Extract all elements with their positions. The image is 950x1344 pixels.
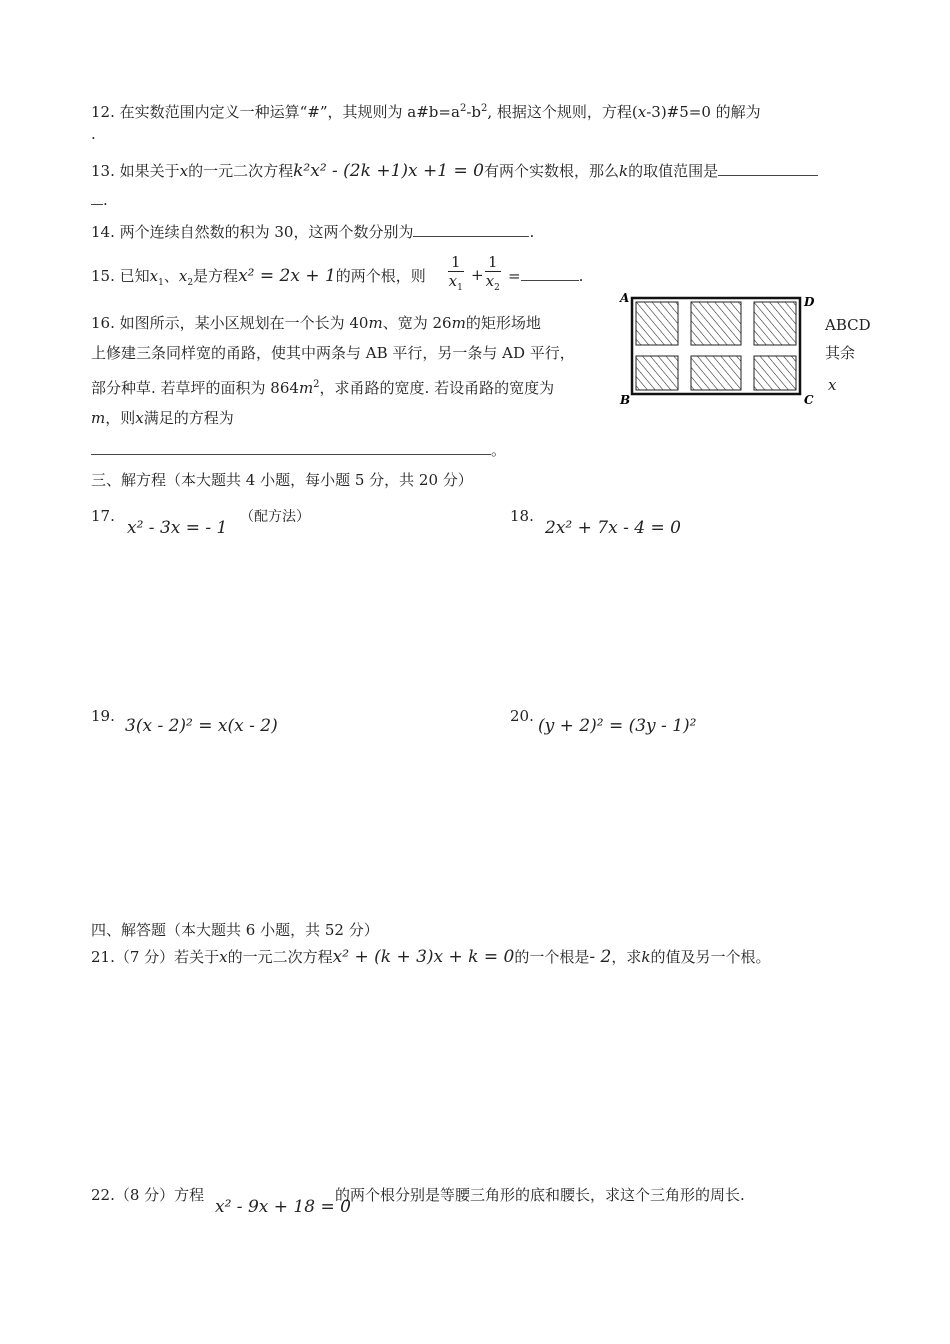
question-13: 13. 如果关于x的一元二次方程k²x² - (2k +1)x +1 = 0有两个实数根，那么k的取值范围是 xyxy=(91,161,818,181)
corner-label-d: D xyxy=(804,295,815,309)
lawn-plot xyxy=(636,302,678,345)
answer-blank-16[interactable] xyxy=(91,454,491,455)
equation-22: x² - 9x + 18 = 0 xyxy=(215,1197,351,1217)
question-16-line-2: 上修建三条同样宽的甬路，使其中两条与 AB 平行，另一条与 AD 平行， xyxy=(91,344,575,362)
lawn-plot xyxy=(754,302,796,345)
question-16-line-1: 16. 如图所示，某小区规划在一个长为 40m、宽为 26m的矩形场地 xyxy=(91,314,541,332)
question-12: 12. 在实数范围内定义一种运算“#”，其规则为 $a\#b=a^2-b^2$, 根据这个规则，方程(x-3)#5=0 的解为 xyxy=(91,103,761,121)
question-16-line-3: 部分种草. 若草坪的面积为 $864m^2$，求甬路的宽度. 若设甬路的宽度为 xyxy=(91,379,555,397)
question-15: 15. 已知$x_1$、$x_2$是方程x² = 2x + 1的两个根，则 xyxy=(91,266,426,288)
answer-blank-14[interactable] xyxy=(413,236,529,237)
question-16-line-5: 。 xyxy=(91,440,506,460)
equation-17: x² - 3x = - 1 xyxy=(127,518,228,538)
corner-label-a: A xyxy=(620,291,630,305)
lawn-plot xyxy=(754,356,796,390)
corner-label-c: C xyxy=(804,393,814,407)
rectangle-field-figure xyxy=(618,290,818,410)
question-19-number: 19. xyxy=(91,707,115,725)
answer-blank-13[interactable] xyxy=(718,175,818,176)
method-note-17: （配方法） xyxy=(240,509,310,525)
answer-blank-15[interactable] xyxy=(521,280,579,281)
question-20-number: 20. xyxy=(510,707,534,725)
question-16-line-4: m，则x满足的方程为 xyxy=(91,409,234,427)
question-22: 22.（8 分）方程 xyxy=(91,1186,205,1204)
equation-19: 3(x - 2)² = x(x - 2) xyxy=(125,716,278,736)
section-3-heading: 三、解方程（本大题共 4 小题，每小题 5 分，共 20 分） xyxy=(91,471,473,489)
question-21: 21.（7 分）若关于x的一元二次方程x² + (k + 3)x + k = 0的一个根是- 2，求k的值及另一个根。 xyxy=(91,947,771,967)
question-17-number: 17. xyxy=(91,507,115,525)
question-18-number: 18. xyxy=(510,507,534,525)
fraction-1-over-x2: $\frac{1}{x_2}$ xyxy=(485,253,500,293)
equation-21: x² + (k + 3)x + k = 0 xyxy=(332,947,515,967)
equation-13: k²x² - (2k +1)x +1 = 0 xyxy=(293,161,484,181)
corner-label-b: B xyxy=(620,393,631,407)
question-14: 14. 两个连续自然数的积为 30，这两个数分别为 . xyxy=(91,223,535,241)
equation-20: (y + 2)² = (3y - 1)² xyxy=(538,716,697,736)
lawn-plot xyxy=(636,356,678,390)
fraction-1-over-x1: $\frac{1}{x_1}$ xyxy=(448,253,463,293)
section-4-heading: 四、解答题（本大题共 6 小题，共 52 分） xyxy=(91,921,379,939)
question-12-end: . xyxy=(91,125,96,143)
lawn-plot xyxy=(691,302,741,345)
question-13-cont: . xyxy=(91,190,108,210)
lawn-plot xyxy=(691,356,741,390)
equation-15: x² = 2x + 1 xyxy=(238,266,336,286)
equation-18: 2x² + 7x - 4 = 0 xyxy=(545,518,681,538)
